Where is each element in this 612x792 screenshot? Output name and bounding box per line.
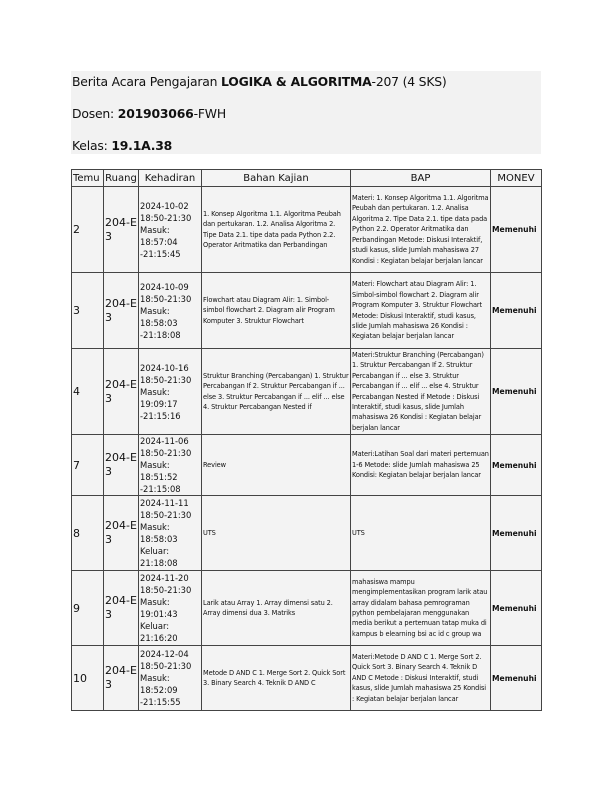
kehadiran-line: -21:15:08 <box>140 484 181 494</box>
monev-cell: Memenuhi <box>491 273 542 349</box>
kehadiran-line: 2024-11-06 <box>140 436 189 446</box>
kehadiran-line: 21:16:20 <box>140 633 178 643</box>
kehadiran-line: Masuk: 18:51:52 <box>140 460 178 482</box>
col-header-kehadiran: Kehadiran <box>139 170 202 187</box>
bap-cell: Materi: Flowchart atau Diagram Alir: 1. Simbol-simbol flowchart 2. Diagram alir Program Komputer 3. Struktur Flowchart Metode: Diskusi Interaktif, studi kasus, slide Jumlah mahasiswa 26 Kondisi : Kegiatan belajar berjalan lancar <box>351 273 491 349</box>
teaching-record-table <box>71 169 542 711</box>
kehadiran-cell <box>139 496 202 571</box>
kehadiran-line: Keluar: <box>140 546 170 556</box>
kehadiran-line: -21:18:08 <box>140 329 181 340</box>
kehadiran-line: 18:50-21:30 <box>140 448 192 458</box>
kehadiran-cell <box>139 435 202 496</box>
monev-cell: Memenuhi <box>491 349 542 435</box>
kehadiran-line: 21:18:08 <box>140 558 178 568</box>
kehadiran-line: Masuk: <box>140 522 170 532</box>
bahan-kajian-cell: Flowchart atau Diagram Alir: 1. Simbol-simbol flowchart 2. Diagram alir Program Komputer 3. Struktur Flowchart <box>202 273 351 349</box>
table-row <box>72 571 542 646</box>
bahan-kajian-cell: 1. Konsep Algoritma 1.1. Algoritma Peubah dan pertukaran. 1.2. Analisa Algoritma 2. Tipe Data 2.1. tipe data pada Python 2.2. Operator Aritmatika dan Perbandingan <box>202 187 351 273</box>
monev-cell: Memenuhi <box>491 496 542 571</box>
kelas-value: 19.1A.38 <box>111 138 173 153</box>
kelas-label: Kelas: <box>72 138 112 153</box>
kehadiran-line: 18:50-21:30 <box>140 661 192 671</box>
ruang-cell: 204-E3 <box>104 273 139 349</box>
table-row <box>72 349 542 435</box>
dosen-line <box>72 106 226 121</box>
kehadiran-cell <box>139 571 202 646</box>
course-name: LOGIKA & ALGORITMA <box>221 74 372 89</box>
kehadiran-cell <box>139 349 202 435</box>
kehadiran-line: Masuk: 19:09:17 <box>140 386 178 409</box>
kehadiran-line: 2024-10-02 <box>140 200 189 211</box>
ruang-cell: 204-E3 <box>104 187 139 273</box>
ruang-cell: 204-E3 <box>104 349 139 435</box>
bap-cell: Materi:Metode D AND C 1. Merge Sort 2. Quick Sort 3. Binary Search 4. Teknik D AND C Metode : Diskusi Interaktif, studi kasus, slide Jumlah mahasiswa 25 Kondisi : Kegiatan belajar berjalan lancar <box>351 646 491 711</box>
kehadiran-line: Masuk: 18:52:09 <box>140 673 178 695</box>
col-header-monev: MONEV <box>491 170 542 187</box>
kehadiran-line: 2024-10-16 <box>140 362 189 373</box>
temu-cell: 2 <box>72 187 104 273</box>
kehadiran-line: 2024-11-11 <box>140 498 189 508</box>
ruang-cell: 204-E3 <box>104 496 139 571</box>
course-code: -207 (4 SKS) <box>371 74 447 89</box>
bap-cell: Materi:Latihan Soal dari materi pertemuan 1-6 Metode: slide Jumlah mahasiswa 25 Kondisi: Kegiatan belajar berjalan lancar <box>351 435 491 496</box>
temu-cell: 7 <box>72 435 104 496</box>
bap-cell: UTS <box>351 496 491 571</box>
kehadiran-line: 18:50-21:30 <box>140 510 192 520</box>
temu-cell: 4 <box>72 349 104 435</box>
kehadiran-line: Masuk: 18:58:03 <box>140 305 178 328</box>
monev-cell: Memenuhi <box>491 571 542 646</box>
kehadiran-line: 18:50-21:30 <box>140 212 192 223</box>
col-header-bahan-kajian: Bahan Kajian <box>202 170 351 187</box>
dosen-id: 201903066 <box>117 106 194 121</box>
kehadiran-cell <box>139 646 202 711</box>
bahan-kajian-cell: UTS <box>202 496 351 571</box>
ruang-cell: 204-E3 <box>104 435 139 496</box>
ruang-cell: 204-E3 <box>104 571 139 646</box>
kehadiran-line: -21:15:55 <box>140 697 181 707</box>
kehadiran-line: 2024-10-09 <box>140 281 189 292</box>
table-row <box>72 187 542 273</box>
kehadiran-cell <box>139 273 202 349</box>
kehadiran-line: 19:01:43 <box>140 609 178 619</box>
kehadiran-line: 2024-12-04 <box>140 649 189 659</box>
dosen-code: -FWH <box>193 106 226 121</box>
monev-cell: Memenuhi <box>491 187 542 273</box>
table-row <box>72 435 542 496</box>
kehadiran-line: -21:15:45 <box>140 248 181 259</box>
temu-cell: 10 <box>72 646 104 711</box>
bap-cell: Materi: 1. Konsep Algoritma 1.1. Algoritma Peubah dan pertukaran. 1.2. Analisa Algoritma 2. Tipe Data 2.1. tipe data pada Python 2.2. Operator Aritmatika dan Perbandingan Metode: Diskusi Interaktif, studi kasus, slide Jumlah mahasiswa 27 Kondisi : Kegiatan belajar berjalan lancar <box>351 187 491 273</box>
bahan-kajian-cell: Review <box>202 435 351 496</box>
kehadiran-line: 18:58:03 <box>140 534 178 544</box>
document-header <box>71 71 541 154</box>
kehadiran-line: 18:50-21:30 <box>140 585 192 595</box>
table-row <box>72 646 542 711</box>
temu-cell: 8 <box>72 496 104 571</box>
table-row <box>72 273 542 349</box>
kehadiran-line: 2024-11-20 <box>140 573 189 583</box>
monev-cell: Memenuhi <box>491 435 542 496</box>
table-row <box>72 496 542 571</box>
kehadiran-line: 18:50-21:30 <box>140 293 192 304</box>
report-title <box>72 74 447 89</box>
kehadiran-cell <box>139 187 202 273</box>
bap-cell: mahasiswa mampu mengimplementasikan program larik atau array didalam bahasa pemrograman python pembelajaran menggunakan media berikut a pertemuan tatap muka di kampus b elearning bsi ac id c group wa <box>351 571 491 646</box>
kehadiran-line: Keluar: <box>140 621 170 631</box>
kehadiran-line: -21:15:16 <box>140 410 181 421</box>
ruang-cell: 204-E3 <box>104 646 139 711</box>
bahan-kajian-cell: Larik atau Array 1. Array dimensi satu 2. Array dimensi dua 3. Matriks <box>202 571 351 646</box>
temu-cell: 3 <box>72 273 104 349</box>
kehadiran-line: Masuk: <box>140 597 170 607</box>
kelas-line <box>72 138 172 153</box>
temu-cell: 9 <box>72 571 104 646</box>
col-header-ruang: Ruang <box>104 170 139 187</box>
col-header-bap: BAP <box>351 170 491 187</box>
col-header-temu: Temu <box>72 170 104 187</box>
kehadiran-line: Masuk: 18:57:04 <box>140 224 178 247</box>
table-header-row <box>72 170 542 187</box>
bap-cell: Materi:Struktur Branching (Percabangan) 1. Struktur Percabangan If 2. Struktur Percabangan if ... else 3. Struktur Percabangan if ... elif ... else 4. Struktur Percabangan Nested if Metode : Diskusi Interaktif, studi kasus, slide Jumlah mahasiswa 26 Kondisi : Kegiatan belajar berjalan lancar <box>351 349 491 435</box>
monev-cell: Memenuhi <box>491 646 542 711</box>
dosen-label: Dosen: <box>72 106 118 121</box>
bahan-kajian-cell: Struktur Branching (Percabangan) 1. Struktur Percabangan If 2. Struktur Percabangan if ... else 3. Struktur Percabangan if ... elif ... else 4. Struktur Percabangan Nested if <box>202 349 351 435</box>
kehadiran-line: 18:50-21:30 <box>140 374 192 385</box>
title-prefix: Berita Acara Pengajaran <box>72 74 222 89</box>
bahan-kajian-cell: Metode D AND C 1. Merge Sort 2. Quick Sort 3. Binary Search 4. Teknik D AND C <box>202 646 351 711</box>
